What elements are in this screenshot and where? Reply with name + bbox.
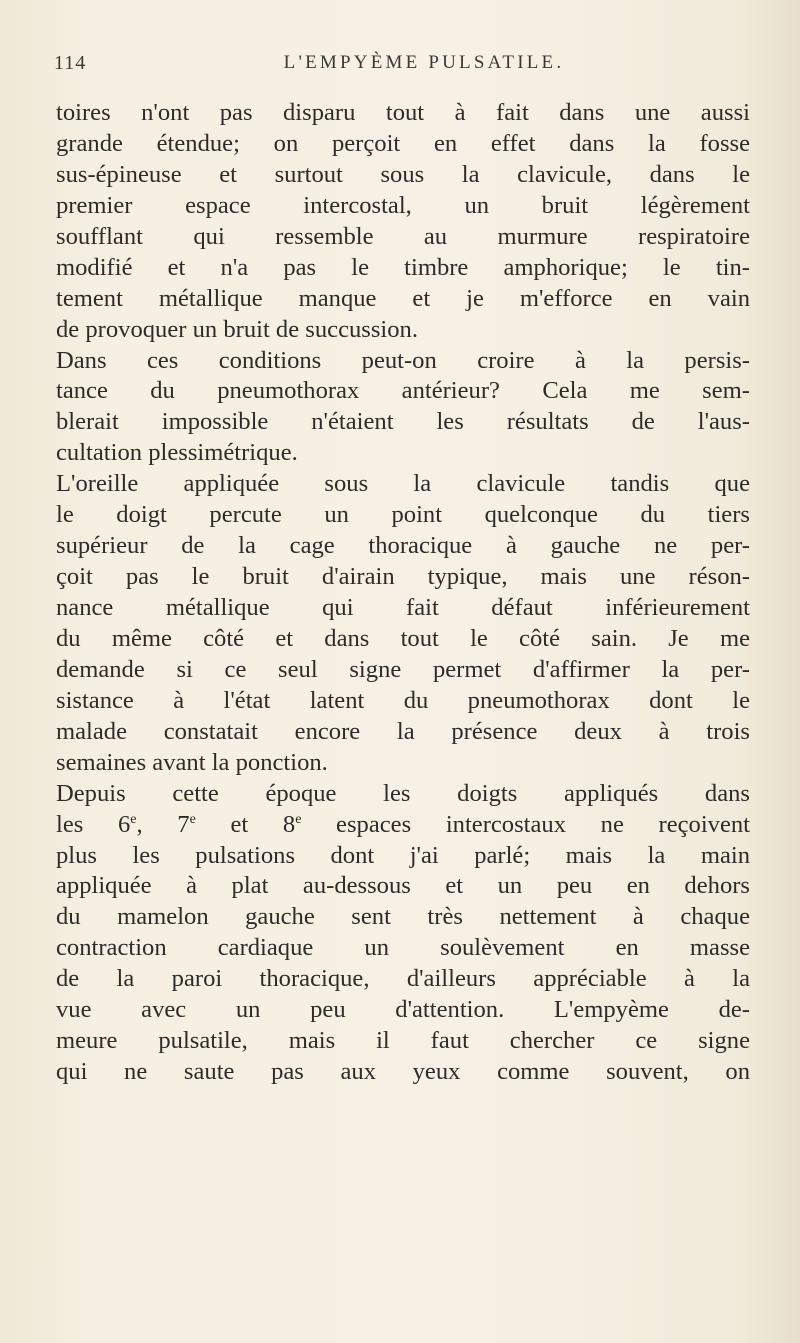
- text-line: soufflant qui ressemble au murmure respiratoire: [56, 222, 750, 250]
- text-line: Depuis cette époque les doigts appliqués dans: [56, 779, 750, 807]
- text-line: çoit pas le bruit d'airain typique, mais une réson-: [56, 563, 750, 591]
- text-line: demande si ce seul signe permet d'affirmer la per-: [56, 655, 750, 683]
- text-line: modifié et n'a pas le timbre amphorique; le tin-: [56, 253, 750, 281]
- text-line: grande étendue; on perçoit en effet dans la fosse: [56, 129, 750, 157]
- text-line: malade constatait encore la présence deux à trois: [56, 717, 750, 745]
- body-text: [56, 98, 750, 1088]
- text-line: tance du pneumothorax antérieur? Cela me sem-: [56, 377, 750, 405]
- text-line-ordinals: les 6e, 7e et 8e espaces intercostaux ne reçoivent: [56, 810, 750, 838]
- text-line: nance métallique qui fait défaut inférieurement: [56, 594, 750, 621]
- text-line: supérieur de la cage thoracique à gauche ne per-: [56, 532, 750, 560]
- text-line: appliquée à plat au-dessous et un peu en dehors: [56, 872, 750, 900]
- text-line: plus les pulsations dont j'ai parlé; mais la main: [56, 841, 750, 869]
- text-line: de la paroi thoracique, d'ailleurs appréciable à la: [56, 965, 750, 993]
- text-line: du même côté et dans tout le côté sain. Je me: [56, 624, 750, 652]
- page-number: 114: [54, 52, 87, 74]
- text-line: tement métallique manque et je m'efforce en vain: [56, 284, 750, 312]
- page-header: [54, 52, 754, 82]
- running-title: L'EMPYÈME PULSATILE.: [283, 52, 565, 73]
- text-line: qui ne saute pas aux yeux comme souvent, on: [56, 1058, 750, 1086]
- text-line: contraction cardiaque un soulèvement en masse: [56, 934, 750, 962]
- text-line: meure pulsatile, mais il faut chercher ce signe: [56, 1027, 750, 1055]
- text-line: le doigt percute un point quelconque du tiers: [56, 501, 750, 529]
- text-line: Dans ces conditions peut-on croire à la persis-: [56, 346, 750, 374]
- text-line: cultation plessimétrique.: [56, 439, 298, 467]
- text-line: sus-épineuse et surtout sous la clavicule, dans le: [56, 160, 750, 188]
- text-line: vue avec un peu d'attention. L'empyème de-: [56, 996, 750, 1024]
- text-line: toires n'ont pas disparu tout à fait dans une aussi: [56, 99, 750, 126]
- text-line: sistance à l'état latent du pneumothorax dont le: [56, 686, 750, 714]
- text-line: semaines avant la ponction.: [56, 748, 328, 776]
- text-line: blerait impossible n'étaient les résultats de l'aus-: [56, 408, 750, 436]
- text-line: du mamelon gauche sent très nettement à chaque: [56, 903, 750, 931]
- text-line: premier espace intercostal, un bruit légèrement: [56, 191, 750, 219]
- text-line: de provoquer un bruit de succussion.: [56, 315, 419, 343]
- text-line: L'oreille appliquée sous la clavicule tandis que: [56, 470, 750, 498]
